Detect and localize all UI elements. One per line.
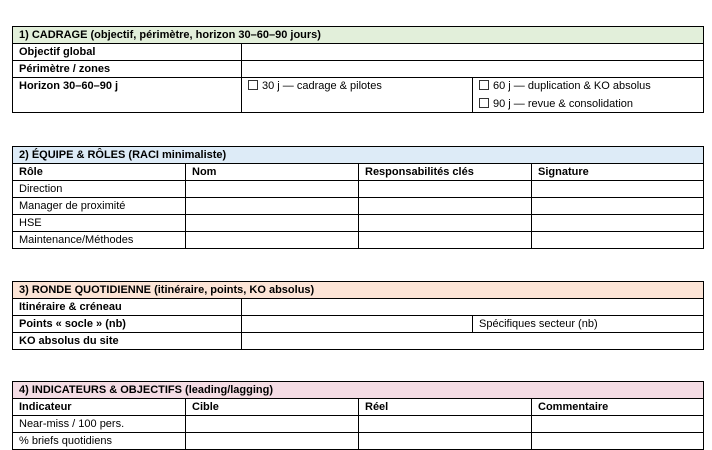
role-label: HSE [13, 215, 186, 232]
horizon-30-cell [242, 78, 473, 113]
points-field[interactable] [242, 316, 473, 333]
resp-field[interactable] [359, 198, 532, 215]
horizon-label: Horizon 30–60–90 j [13, 78, 242, 113]
indicateur-label: % briefs quotidiens [13, 433, 186, 450]
option-60j-label: 60 j — duplication & KO absolus [493, 80, 651, 92]
section-cadrage [12, 26, 704, 113]
table-row [13, 215, 704, 232]
nom-field[interactable] [186, 232, 359, 249]
col-header: Indicateur [13, 399, 186, 416]
option-90j-label: 90 j — revue & consolidation [493, 98, 634, 110]
table-row [13, 181, 704, 198]
col-header: Réel [359, 399, 532, 416]
specifiques-label: Spécifiques secteur (nb) [473, 316, 704, 333]
section-equipe [12, 146, 704, 249]
ko-field[interactable] [242, 333, 704, 350]
perimetre-field[interactable] [242, 61, 704, 78]
horizon-60-90-cell [473, 78, 704, 113]
table-row [13, 416, 704, 433]
resp-field[interactable] [359, 232, 532, 249]
reel-field[interactable] [359, 433, 532, 450]
itineraire-label: Itinéraire & créneau [13, 299, 242, 316]
reel-field[interactable] [359, 416, 532, 433]
section-indicateurs [12, 381, 704, 450]
role-label: Maintenance/Méthodes [13, 232, 186, 249]
signature-field[interactable] [532, 198, 704, 215]
checkbox-90j[interactable] [479, 98, 489, 108]
section-title: 4) INDICATEURS & OBJECTIFS (leading/lagging) [13, 382, 704, 399]
table-row [13, 433, 704, 450]
objectif-label: Objectif global [13, 44, 242, 61]
col-header: Rôle [13, 164, 186, 181]
section-title: 3) RONDE QUOTIDIENNE (itinéraire, points, KO absolus) [13, 282, 704, 299]
signature-field[interactable] [532, 181, 704, 198]
indicateur-label: Near-miss / 100 pers. [13, 416, 186, 433]
signature-field[interactable] [532, 232, 704, 249]
commentaire-field[interactable] [532, 433, 704, 450]
cible-field[interactable] [186, 416, 359, 433]
col-header: Responsabilités clés [359, 164, 532, 181]
nom-field[interactable] [186, 198, 359, 215]
table-row [13, 232, 704, 249]
col-header: Commentaire [532, 399, 704, 416]
nom-field[interactable] [186, 181, 359, 198]
cible-field[interactable] [186, 433, 359, 450]
perimetre-label: Périmètre / zones [13, 61, 242, 78]
resp-field[interactable] [359, 181, 532, 198]
resp-field[interactable] [359, 215, 532, 232]
signature-field[interactable] [532, 215, 704, 232]
commentaire-field[interactable] [532, 416, 704, 433]
checkbox-60j[interactable] [479, 80, 489, 90]
section-ronde [12, 281, 704, 350]
col-header: Cible [186, 399, 359, 416]
section-title: 2) ÉQUIPE & RÔLES (RACI minimaliste) [13, 147, 704, 164]
points-label: Points « socle » (nb) [13, 316, 242, 333]
option-30j-label: 30 j — cadrage & pilotes [262, 80, 382, 92]
ko-label: KO absolus du site [13, 333, 242, 350]
role-label: Manager de proximité [13, 198, 186, 215]
section-title: 1) CADRAGE (objectif, périmètre, horizon 30–60–90 jours) [13, 27, 704, 44]
col-header: Signature [532, 164, 704, 181]
table-row [13, 198, 704, 215]
checkbox-30j[interactable] [248, 80, 258, 90]
itineraire-field[interactable] [242, 299, 704, 316]
nom-field[interactable] [186, 215, 359, 232]
col-header: Nom [186, 164, 359, 181]
objectif-field[interactable] [242, 44, 704, 61]
role-label: Direction [13, 181, 186, 198]
